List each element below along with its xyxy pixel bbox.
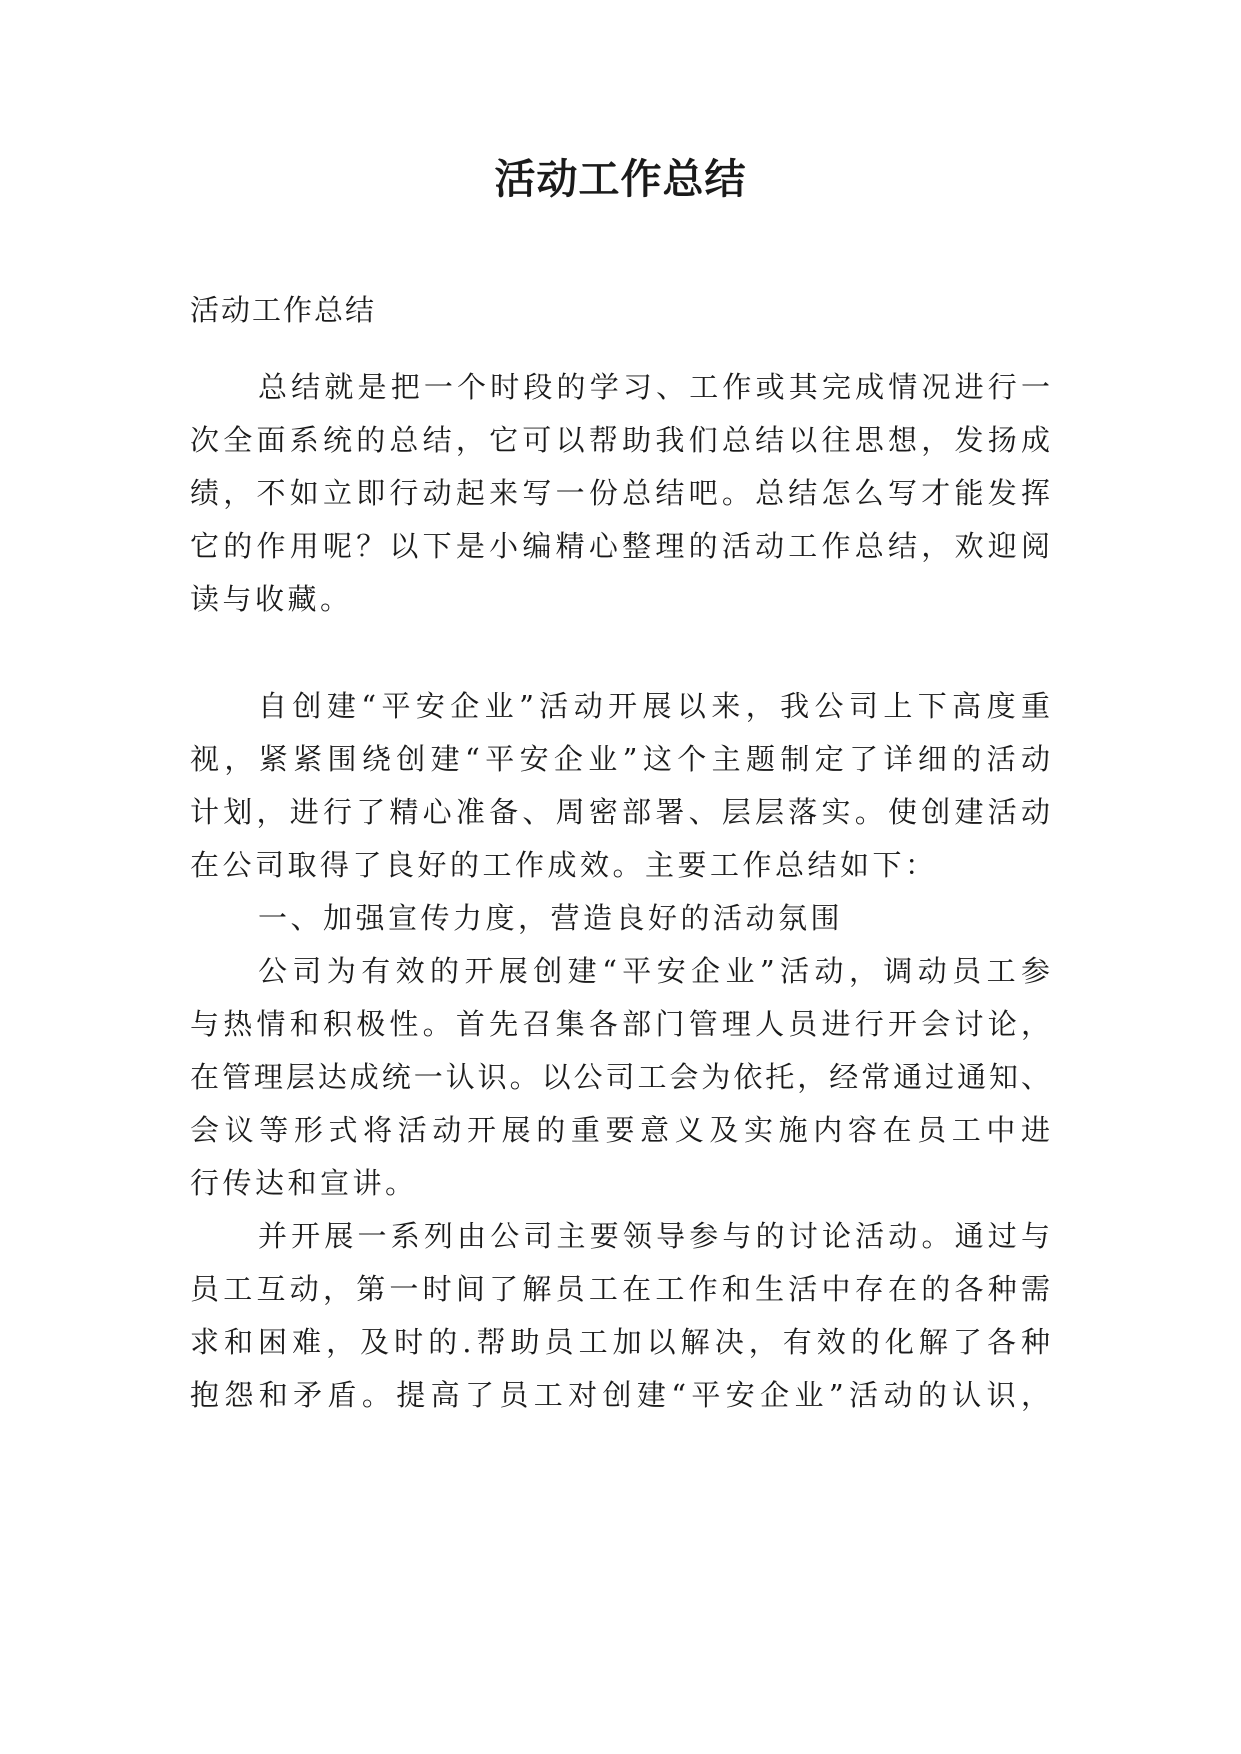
text-line: 员工互动，第一时间了解员工在工作和生活中存在的各种需 [190,1272,1050,1306]
text-line: 与热情和积极性。首先召集各部门管理人员进行开会讨论， [190,1007,1050,1041]
text-line: 它的作用呢？以下是小编精心整理的活动工作总结，欢迎阅 [190,529,1050,563]
document-subtitle: 活动工作总结 [190,293,377,327]
text-line: 抱怨和矛盾。提高了员工对创建“平安企业”活动的认识， [190,1378,1050,1412]
text-line: 公司为有效的开展创建“平安企业”活动，调动员工参 [258,954,1050,988]
text-line: 总结就是把一个时段的学习、工作或其完成情况进行一 [258,370,1050,404]
text-line: 并开展一系列由公司主要领导参与的讨论活动。通过与 [258,1219,1050,1253]
text-line: 在管理层达成统一认识。以公司工会为依托，经常通过通知、 [190,1060,1050,1094]
text-line: 行传达和宣讲。 [190,1166,418,1200]
text-line: 计划，进行了精心准备、周密部署、层层落实。使创建活动 [190,795,1050,829]
text-line: 在公司取得了良好的工作成效。主要工作总结如下： [190,848,938,882]
text-line: 求和困难，及时的.帮助员工加以解决，有效的化解了各种 [190,1325,1050,1359]
text-line: 自创建“平安企业”活动开展以来，我公司上下高度重 [258,689,1050,723]
text-line: 绩，不如立即行动起来写一份总结吧。总结怎么写才能发挥 [190,476,1050,510]
text-line: 会议等形式将活动开展的重要意义及实施内容在员工中进 [190,1113,1050,1147]
text-line: 读与收藏。 [190,582,353,616]
text-line: 视，紧紧围绕创建“平安企业”这个主题制定了详细的活动 [190,742,1050,776]
section-heading: 一、加强宣传力度，营造良好的活动氛围 [258,901,844,935]
text-line: 次全面系统的总结，它可以帮助我们总结以往思想，发扬成 [190,423,1050,457]
document-title: 活动工作总结 [494,155,747,203]
